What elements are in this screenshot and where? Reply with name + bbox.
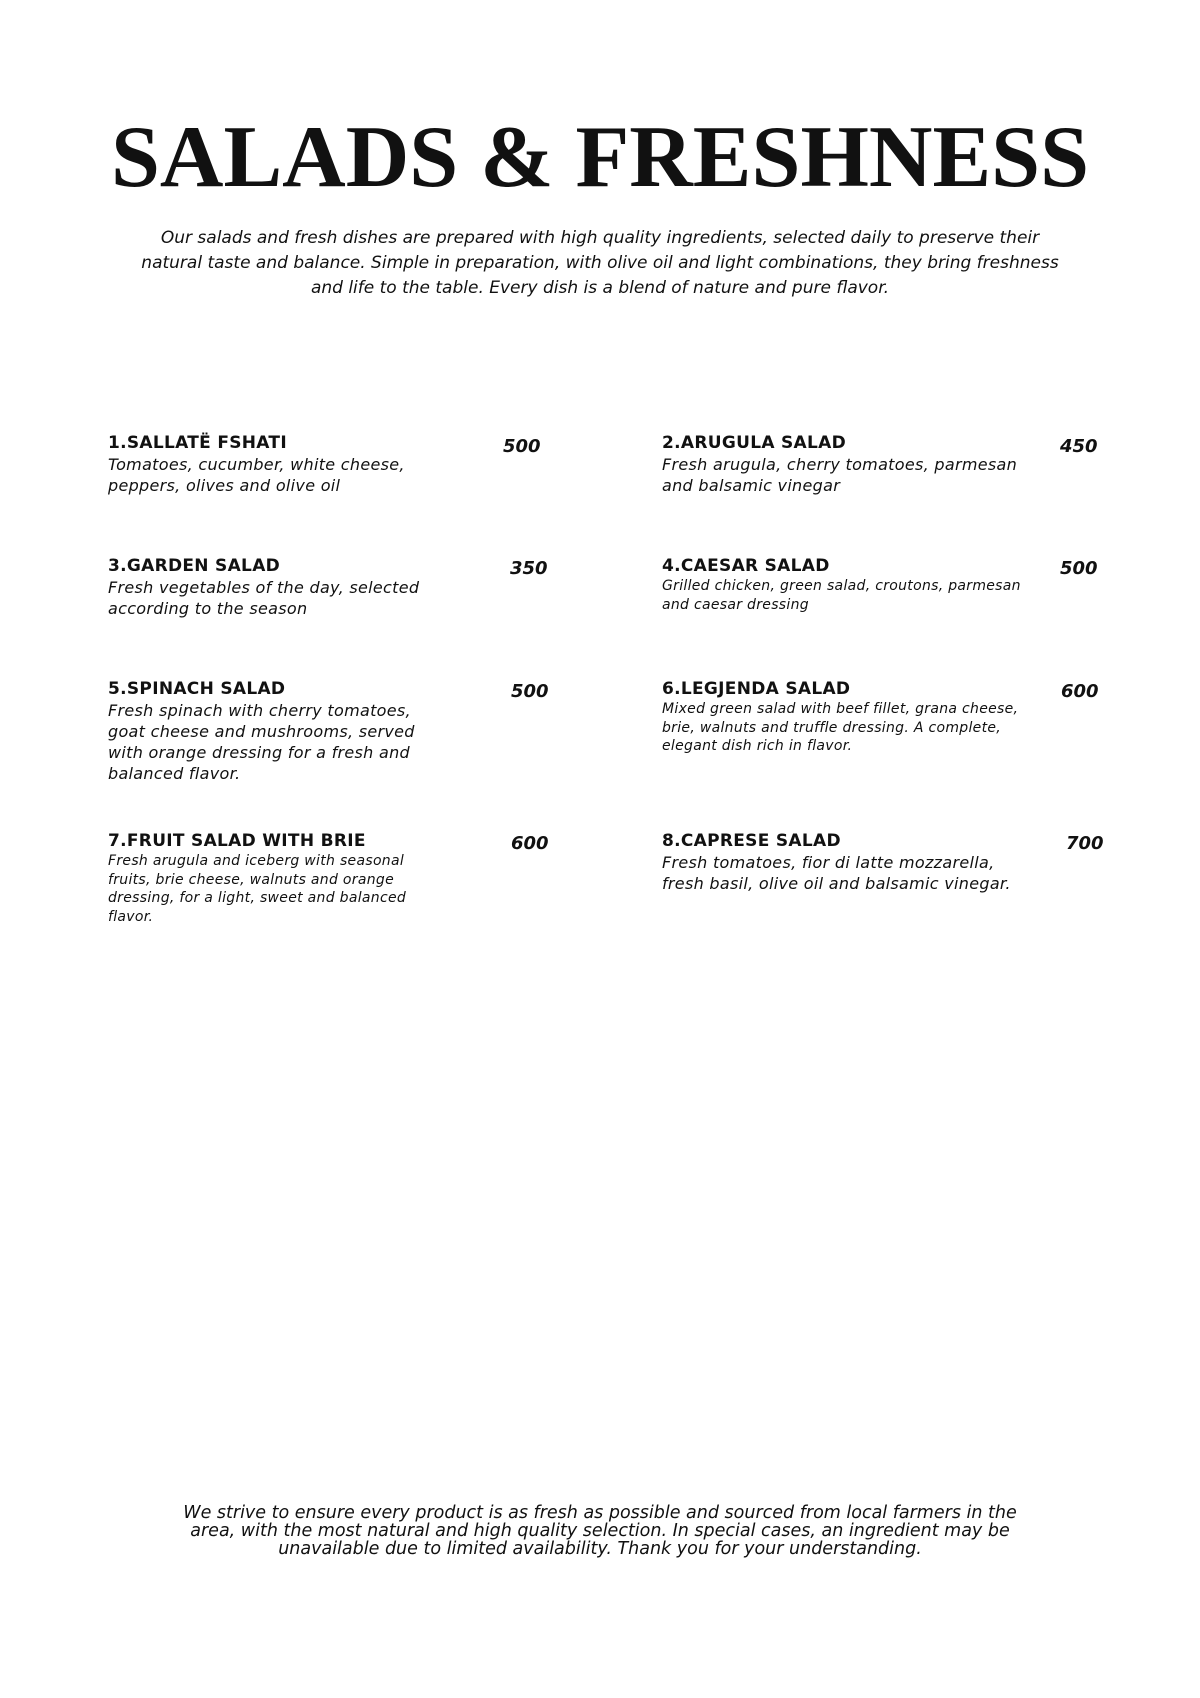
item-price: 700 xyxy=(1066,833,1104,854)
item-description: Fresh tomatoes, fior di latte mozzarella, fresh basil, olive oil and balsamic vinegar. xyxy=(662,853,1011,893)
item-name: 2.ARUGULA SALAD xyxy=(662,433,847,453)
menu-item xyxy=(108,830,448,926)
item-price: 350 xyxy=(510,558,548,579)
item-description: Grilled chicken, green salad, croutons, parmesan and caesar dressing xyxy=(662,578,1021,613)
item-name: 6.LEGJENDA SALAD xyxy=(662,679,851,699)
item-description: Fresh spinach with cherry tomatoes, goat cheese and mushrooms, served with orange dressing for a fresh and balanced flavor. xyxy=(108,701,415,783)
item-name: 3.GARDEN SALAD xyxy=(108,556,281,576)
item-price: 600 xyxy=(1061,681,1099,702)
page-title: SALADS & FRESHNESS xyxy=(110,109,1090,206)
item-price: 450 xyxy=(1060,436,1098,457)
item-name: 1.SALLATË FSHATI xyxy=(108,433,287,453)
item-name: 5.SPINACH SALAD xyxy=(108,679,286,699)
item-name: 4.CAESAR SALAD xyxy=(662,556,830,576)
menu-item xyxy=(108,678,448,784)
menu-item xyxy=(662,432,1027,496)
item-description: Fresh vegetables of the day, selected according to the season xyxy=(108,578,420,618)
footer-note: We strive to ensure every product is as fresh as possible and sourced from local farmers in the area, with the most natural and high quality selection. In special cases, an ingredient may be unavailable due to limited availability. Thank you for your understanding. xyxy=(183,1503,1017,1559)
item-price: 500 xyxy=(503,436,541,457)
item-name: 7.FRUIT SALAD WITH BRIE xyxy=(108,831,366,851)
item-description: Mixed green salad with beef fillet, grana cheese, brie, walnuts and truffle dressing. A complete, elegant dish rich in flavor. xyxy=(662,701,1019,754)
menu-item xyxy=(108,432,448,496)
item-price: 500 xyxy=(1060,558,1098,579)
item-price: 500 xyxy=(511,681,549,702)
menu-item xyxy=(662,830,1027,894)
item-description: Fresh arugula, cherry tomatoes, parmesan and balsamic vinegar xyxy=(662,455,1018,495)
item-description: Tomatoes, cucumber, white cheese, peppers, olives and olive oil xyxy=(108,455,405,495)
menu-item xyxy=(662,555,1027,614)
intro-text: Our salads and fresh dishes are prepared with high quality ingredients, selected daily to preserve their natural taste and balance. Simple in preparation, with olive oil and light combinations, they bring freshness and life to the table. Every dish is a blend of nature and pure flavor. xyxy=(141,228,1059,298)
item-description: Fresh arugula and iceberg with seasonal fruits, brie cheese, walnuts and orange dressing, for a light, sweet and balanced flavor. xyxy=(108,853,407,925)
menu-item xyxy=(108,555,448,619)
item-price: 600 xyxy=(511,833,549,854)
menu-item xyxy=(662,678,1027,756)
item-name: 8.CAPRESE SALAD xyxy=(662,831,841,851)
